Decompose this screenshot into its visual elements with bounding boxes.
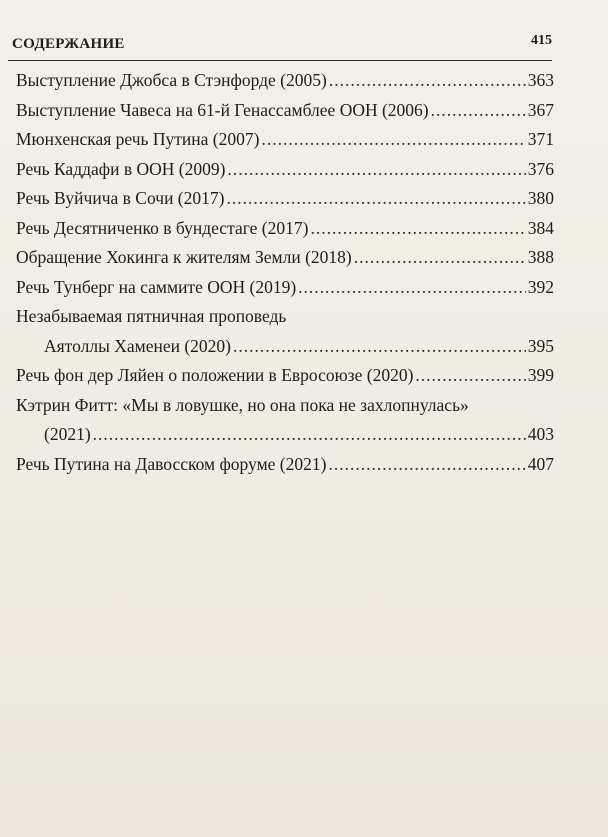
dot-leader [310, 214, 525, 244]
dot-leader [261, 125, 525, 155]
toc-entry [16, 391, 554, 450]
section-title: СОДЕРЖАНИЕ [12, 36, 125, 52]
toc-entry-title: Выступление Джобса в Стэнфорде (2005) [16, 70, 327, 90]
toc-entry-title: Обращение Хокинга к жителям Земли (2018) [16, 247, 352, 267]
toc-entry-page: 371 [527, 129, 554, 149]
toc-entry-page: 403 [527, 424, 554, 444]
dot-leader [298, 273, 526, 303]
toc-entry [16, 96, 554, 126]
toc-entry [16, 450, 554, 480]
toc-entry-title: Речь Тунберг на саммите ООН (2019) [16, 276, 297, 297]
toc-entry-title-line2: Аятоллы Хаменеи (2020) [44, 335, 231, 356]
toc-entry-page: 363 [527, 70, 554, 90]
dot-leader [329, 66, 526, 96]
toc-entry [16, 273, 554, 303]
toc-entry-page: 388 [527, 247, 554, 267]
toc-entry-page: 367 [527, 99, 554, 120]
toc-entry-page: 380 [527, 188, 554, 208]
dot-leader [415, 361, 525, 391]
toc-entry-title: Речь Десятниченко в бундестаге (2017) [16, 217, 309, 238]
page-number: 415 [531, 33, 552, 48]
toc-entry [16, 243, 554, 273]
toc-entry-page: 384 [527, 217, 554, 238]
dot-leader [431, 96, 526, 126]
toc-entry-page: 376 [527, 158, 554, 179]
toc-entry-title: Речь Каддафи в ООН (2009) [16, 158, 226, 179]
dot-leader [93, 420, 526, 450]
dot-leader [354, 243, 526, 273]
toc-entry [16, 155, 554, 185]
toc-entry-title: Выступление Чавеса на 61-й Генассамблее ООН (2006) [16, 99, 429, 120]
toc-entry-title: Речь Вуйчича в Сочи (2017) [16, 188, 225, 208]
dot-leader [233, 332, 526, 362]
toc-entry [16, 184, 554, 214]
toc-entry-title-line2: (2021) [44, 424, 91, 444]
dot-leader [226, 184, 525, 214]
toc-entry-title-line1: Незабываемая пятничная проповедь [16, 306, 287, 326]
dot-leader [328, 450, 525, 480]
toc-entry-title: Мюнхенская речь Путина (2007) [16, 129, 260, 149]
toc-entry-title-line1: Кэтрин Фитт: «Мы в ловушке, но она пока не захлопнулась» [16, 394, 469, 415]
toc-entry [16, 214, 554, 244]
toc-entry [16, 125, 554, 155]
toc-entry-title: Речь фон дер Ляйен о положении в Евросоюзе (2020) [16, 365, 414, 385]
toc-entry-page: 399 [527, 365, 554, 385]
toc-entry [16, 361, 554, 391]
toc-entry-page: 395 [527, 335, 554, 356]
dot-leader [227, 155, 525, 185]
toc-entry-page: 407 [527, 453, 554, 474]
toc-entry-title: Речь Путина на Давосском форуме (2021) [16, 453, 327, 474]
toc-entry-page: 392 [527, 276, 554, 297]
page-header [8, 34, 552, 61]
table-of-contents [16, 66, 554, 479]
toc-entry [16, 302, 554, 361]
toc-entry [16, 66, 554, 96]
